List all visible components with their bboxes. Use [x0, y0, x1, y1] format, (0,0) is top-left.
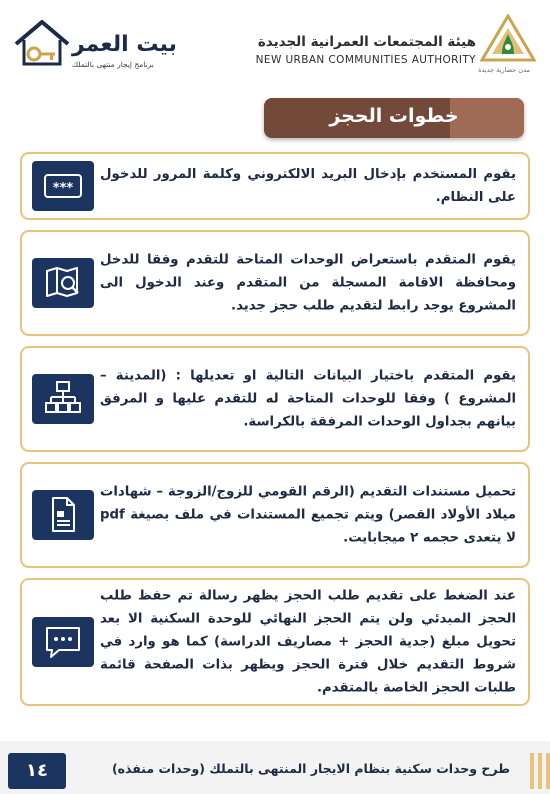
hierarchy-icon [43, 379, 83, 419]
page-number: ١٤ [8, 753, 66, 789]
step-icon-box [32, 490, 94, 540]
footer-stripe [528, 753, 550, 789]
page-footer [0, 741, 550, 794]
step-card [20, 578, 530, 706]
brand-name: بيت العمر [72, 32, 177, 57]
step-icon-box [32, 617, 94, 667]
brand-tagline: برنامج إيجار منتهى بالتملك [72, 60, 154, 69]
nuca-logo [236, 14, 536, 78]
step-card [20, 230, 530, 336]
step-text: يقوم المتقدم باختيار البيانات التالية او تعديلها : (المدينة – المشروع ) وفقا للوحدات المتاحة له للتقدم عليها و المرفق بيانهم بجداول الوحدات المرفقة بالكراسة. [100, 368, 516, 430]
footer-text: طرح وحدات سكنية بنظام الايجار المنتهى بالتملك (وحدات منفذه) [111, 761, 510, 776]
step-card [20, 346, 530, 452]
svg-text:***: *** [52, 181, 74, 196]
nuca-emblem-icon [480, 14, 536, 66]
search-map-icon [43, 263, 83, 303]
section-title-text: خطوات الحجز [329, 105, 459, 127]
step-card [20, 462, 530, 568]
authority-name-ar: هيئة المجتمعات العمرانية الجديدة [257, 34, 476, 50]
step-text: عند الضغط على تقديم طلب الحجز يظهر رسالة تم حفظ طلب الحجز المبدئي ولن يتم الحجز النهائي للوحدة السكنية الا بعد تحويل مبلغ (جدية الحجز + مصاريف الدراسة) كما هو وارد في شروط التقديم خلال فترة الحجز ويظهر بذات الصفحة قائمة طلبات الحجز الخاصة بالمتقدم. [100, 588, 516, 696]
step-text: تحميل مستندات التقديم (الرقم القومي للزوج/الزوجة – شهادات ميلاد الأولاد القصر) ويتم تجميع المستندات في ملف بصيغة pdf لا يتعدى حجمه ٢ ميجابايت. [100, 484, 516, 546]
step-icon-box [32, 258, 94, 308]
house-key-icon [12, 14, 72, 76]
step-icon-box [32, 374, 94, 424]
beit-el-omr-logo [12, 14, 182, 76]
password-icon [43, 166, 83, 206]
step-icon-box [32, 161, 94, 211]
document-icon [43, 495, 83, 535]
step-text: يقوم المستخدم بإدخال البريد الالكتروني وكلمة المرور للدخول على النظام. [100, 167, 516, 205]
step-text: يقوم المتقدم باستعراض الوحدات المتاحة للتقدم وفقا للدخل ومحافظة الاقامة المسجلة من المتقدم وعند الدخول الى المشروع يوجد رابط لتقديم طلب حجز جديد. [100, 252, 516, 314]
page-header [0, 0, 550, 92]
section-title [264, 98, 524, 138]
chat-icon [43, 622, 83, 662]
emblem-caption: مدن حضارية جديدة [478, 66, 530, 74]
step-card [20, 152, 530, 220]
authority-name-en: NEW URBAN COMMUNITIES AUTHORITY [255, 54, 476, 66]
